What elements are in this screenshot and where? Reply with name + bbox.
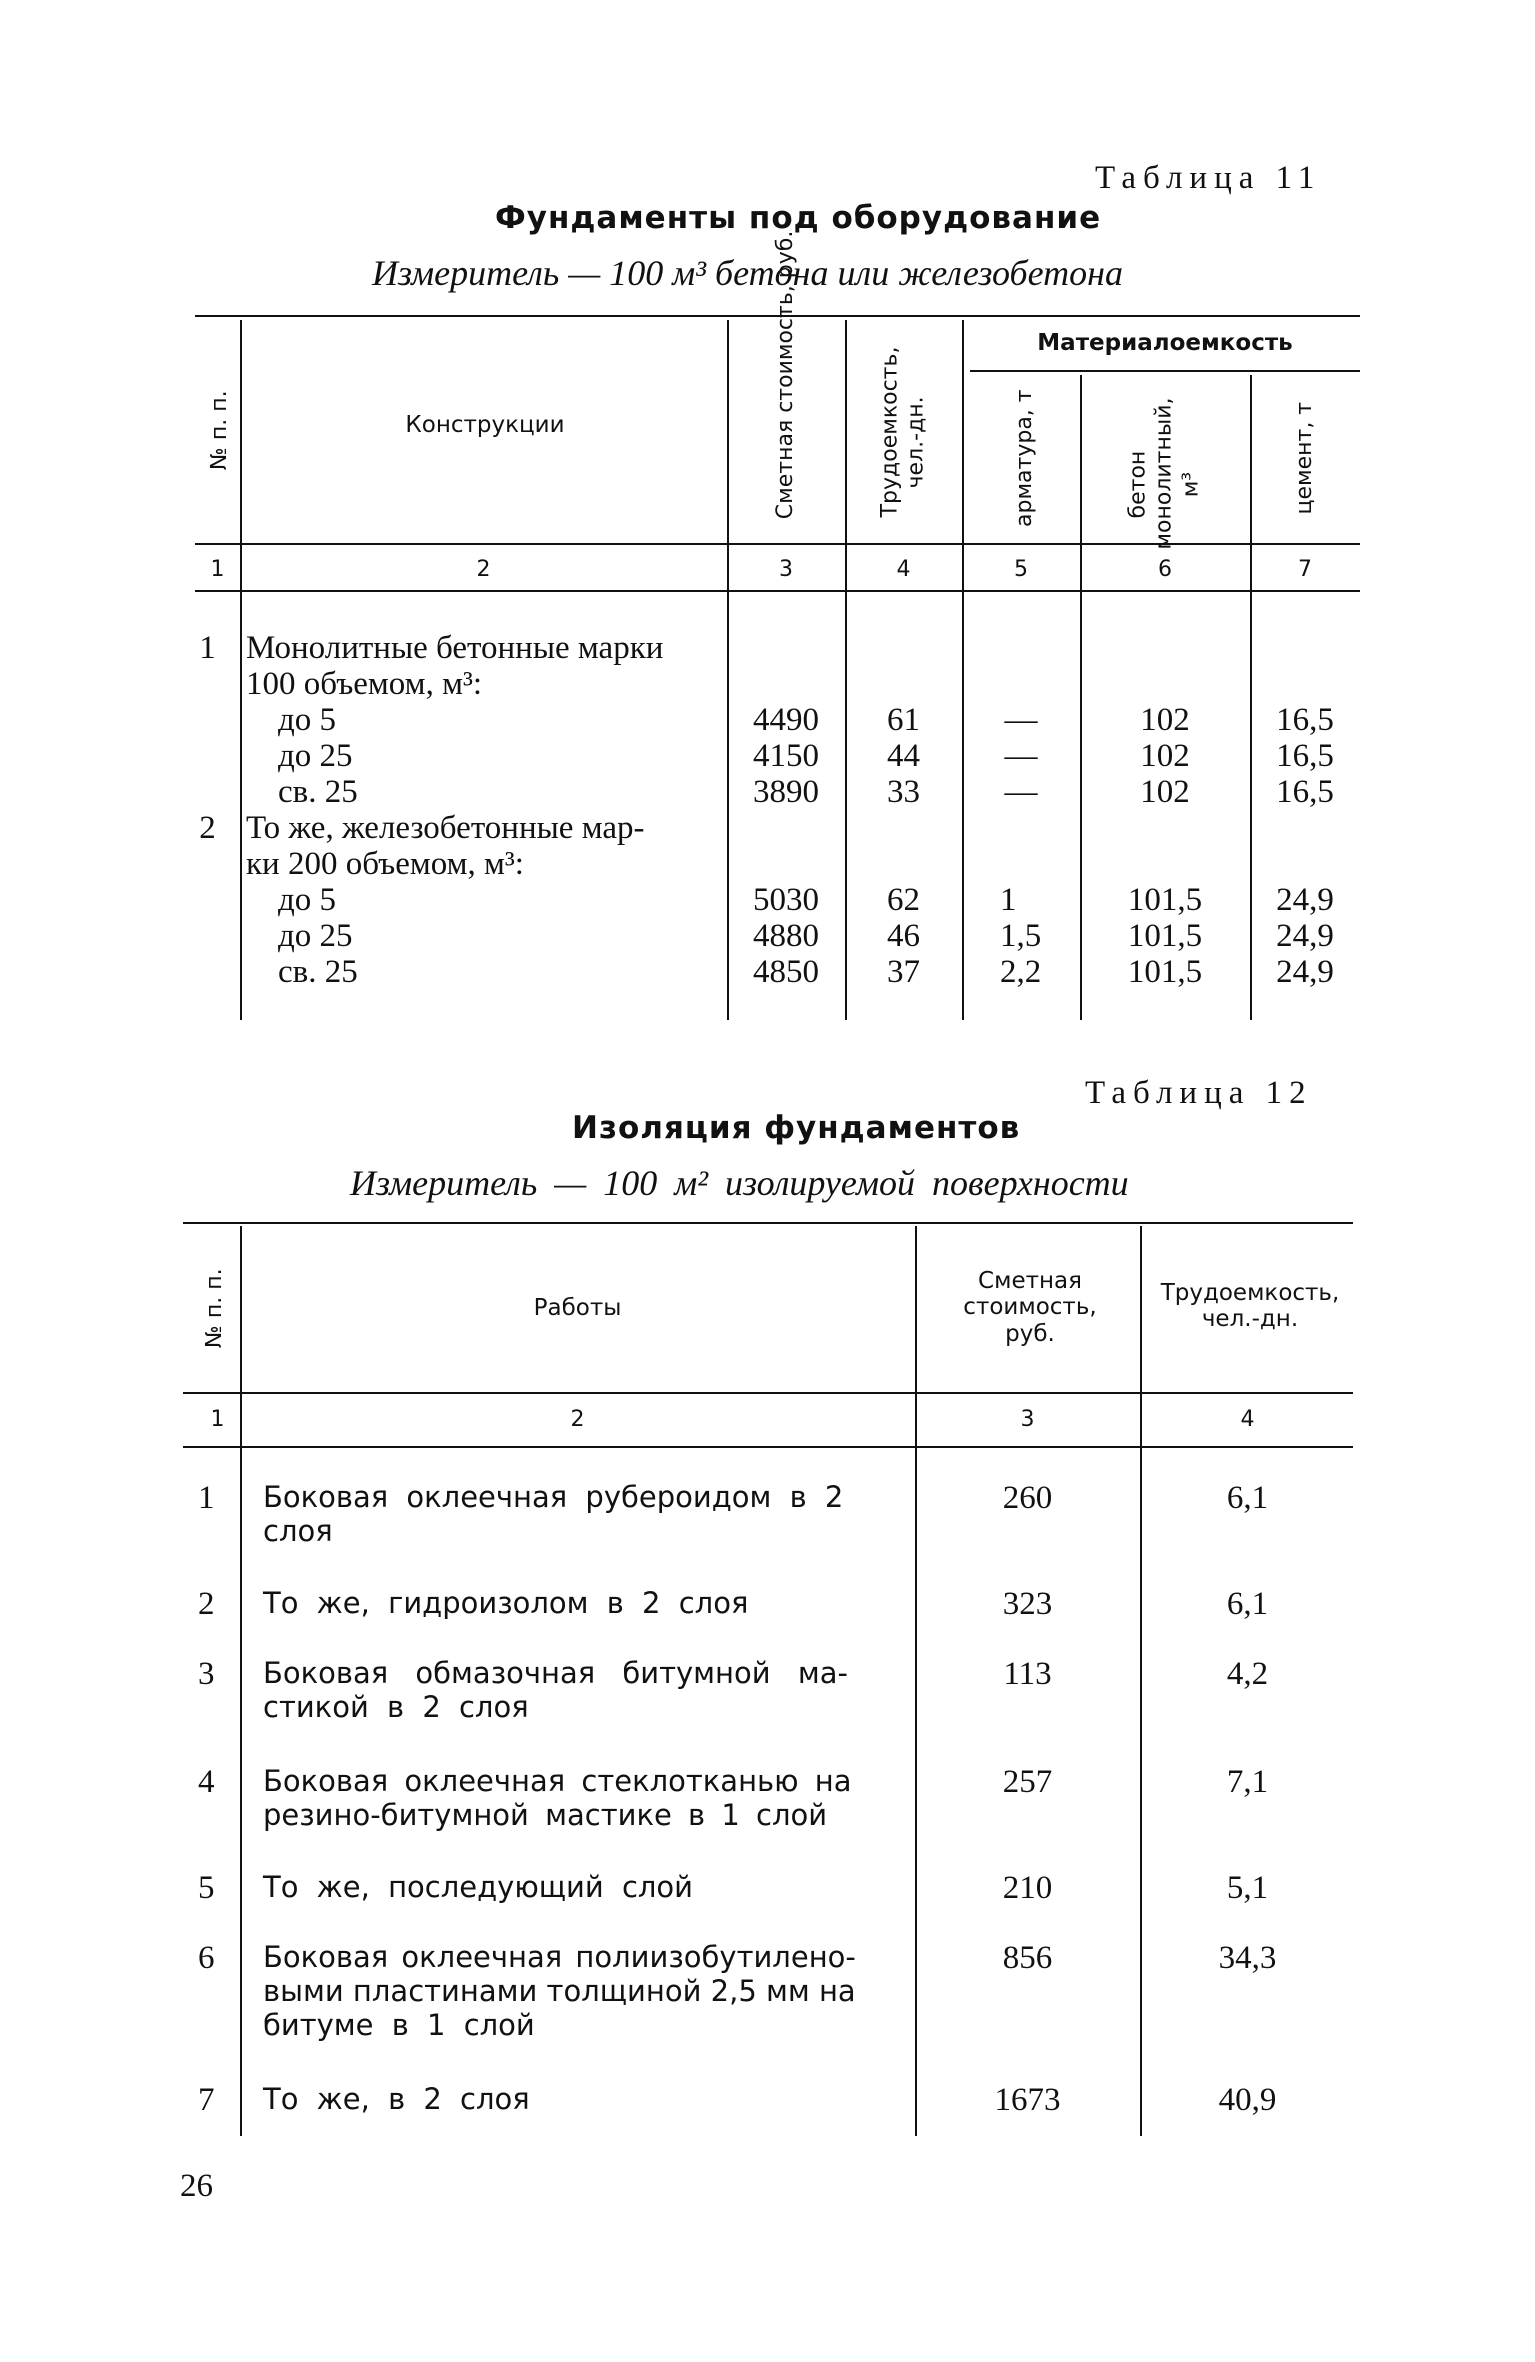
table12-caption: Таблица 12 xyxy=(1085,1075,1313,1111)
table12-row-text-line2: резино-битумной мастике в 1 слой xyxy=(263,1798,828,1832)
table12-row-text-line1: Боковая обмазочная битумной ма- xyxy=(263,1656,848,1690)
table12-row-labor: 5,1 xyxy=(1226,1870,1269,1906)
table11-row-concrete: 102 xyxy=(1140,702,1190,738)
table11-header-materials: Материалоемкость xyxy=(1037,330,1293,356)
table11-row-num: 2 xyxy=(199,810,216,846)
table11-row-cost: 4490 xyxy=(753,702,819,738)
table11-row-name: до 25 xyxy=(278,738,353,774)
table11-row-armature: — xyxy=(1004,774,1038,810)
table11-row-cement: 24,9 xyxy=(1276,954,1334,990)
table11-row-cost: 4880 xyxy=(753,918,819,954)
table11-caption: Таблица 11 xyxy=(1095,160,1322,196)
table11-row-cost: 4150 xyxy=(753,738,819,774)
table11-row-name: до 25 xyxy=(278,918,353,954)
table12-header-num: № п. п. xyxy=(201,1268,227,1349)
table11-row-armature: 1 xyxy=(1000,882,1017,918)
table11-row-labor: 62 xyxy=(887,882,920,918)
table11-row-cost: 5030 xyxy=(753,882,819,918)
table12-colnum-1: 1 xyxy=(210,1407,225,1432)
table12-row-text-line1: Боковая оклеечная рубероидом в 2 xyxy=(263,1480,844,1514)
table11-colnum-5: 5 xyxy=(1014,557,1028,582)
table12-row-cost: 1673 xyxy=(994,2082,1061,2118)
table12-row-cost: 856 xyxy=(1002,1940,1053,1976)
table11-colnum-4: 4 xyxy=(896,557,911,582)
table12-colnum-4: 4 xyxy=(1240,1407,1255,1432)
table12-row-cost: 260 xyxy=(1002,1480,1053,1516)
table11-row-labor: 61 xyxy=(887,702,920,738)
table11-row-labor: 44 xyxy=(887,738,920,774)
table12-row-labor: 4,2 xyxy=(1226,1656,1269,1692)
table12-row-text-line1: То же, гидроизолом в 2 слоя xyxy=(263,1586,749,1620)
table11-colnum-7: 7 xyxy=(1298,557,1312,582)
table12-row-text-line2: слоя xyxy=(263,1514,333,1548)
table12-row-num: 7 xyxy=(198,2082,215,2118)
table11-colnum-1: 1 xyxy=(210,557,225,582)
table11-header-construction: Конструкции xyxy=(405,412,565,438)
table11-row-labor: 33 xyxy=(887,774,920,810)
table11-row-cement: 24,9 xyxy=(1276,882,1334,918)
table11-row-concrete: 101,5 xyxy=(1127,918,1203,954)
table11-row-armature: — xyxy=(1004,702,1038,738)
table11-header-cost-text: Сметная стоимость, руб. xyxy=(772,230,798,520)
table11-row-cost: 3890 xyxy=(753,774,819,810)
table11-unit: Измеритель — 100 м³ бетона или железобетона xyxy=(372,253,1123,293)
page-number: 26 xyxy=(180,2168,213,2204)
table11-row-concrete: 102 xyxy=(1140,774,1190,810)
table11-row-cement: 24,9 xyxy=(1276,918,1334,954)
table11-header-labor-text: Трудоемкость, чел.-дн. xyxy=(877,346,929,518)
table12-row-num: 6 xyxy=(198,1940,215,1976)
table12-row-num: 3 xyxy=(198,1656,215,1692)
table12-row-text-line2: выми пластинами толщиной 2,5 мм на xyxy=(263,1974,856,2008)
table11-row-concrete: 102 xyxy=(1140,738,1190,774)
table12-row-text-line2: стикой в 2 слоя xyxy=(263,1690,529,1724)
table11-row-concrete: 101,5 xyxy=(1127,954,1203,990)
table12-row-num: 4 xyxy=(198,1764,215,1800)
table12-row-cost: 323 xyxy=(1002,1586,1053,1622)
table11-row-num: 1 xyxy=(199,630,216,666)
table12-row-labor: 6,1 xyxy=(1226,1586,1269,1622)
table11-row-armature: — xyxy=(1004,738,1038,774)
table11-row-cement: 16,5 xyxy=(1276,702,1334,738)
table12-colnum-2: 2 xyxy=(570,1407,585,1432)
table11-colnum-2: 2 xyxy=(476,557,491,582)
table12-row-labor: 40,9 xyxy=(1218,2082,1277,2118)
table12-row-labor: 7,1 xyxy=(1226,1764,1269,1800)
table12-row-num: 5 xyxy=(198,1870,215,1906)
table11-row-labor: 37 xyxy=(887,954,920,990)
table11-colnum-3: 3 xyxy=(779,557,793,582)
table11-colnum-6: 6 xyxy=(1158,557,1172,582)
table12-row-num: 2 xyxy=(198,1586,215,1622)
table12-row-text-line3: битуме в 1 слой xyxy=(263,2008,535,2042)
table11-header-labor xyxy=(877,346,931,518)
table11-row-name: до 5 xyxy=(278,882,337,918)
table11-row-name: ки 200 объемом, м³: xyxy=(246,846,524,882)
table11-row-name: То же, железобетонные мар- xyxy=(246,810,645,846)
table11-row-armature: 1,5 xyxy=(1000,918,1042,954)
table12-row-num: 1 xyxy=(198,1480,215,1516)
table12-row-text-line1: То же, последующий слой xyxy=(263,1870,694,1904)
table12-row-cost: 257 xyxy=(1002,1764,1053,1800)
table12-row-text-line1: Боковая оклеечная стеклотканью на xyxy=(263,1764,852,1798)
table11-header-cement: цемент, т xyxy=(1291,401,1317,515)
table11-row-name: Монолитные бетонные марки xyxy=(246,630,664,666)
table11-header-concrete-text: бетон монолитный, м³ xyxy=(1125,397,1204,550)
table11-row-name: 100 объемом, м³: xyxy=(246,666,483,702)
table12-unit: Измеритель — 100 м² изолируемой поверхности xyxy=(350,1163,1129,1203)
table12-row-text-line1: То же, в 2 слоя xyxy=(263,2082,530,2116)
table11-header-armature: арматура, т xyxy=(1011,389,1037,528)
table12-title: Изоляция фундаментов xyxy=(572,1110,1021,1146)
table12-header-labor: Трудоемкость, чел.-дн. xyxy=(1160,1280,1340,1333)
table11-row-cement: 16,5 xyxy=(1276,738,1334,774)
table11-row-name: св. 25 xyxy=(278,954,358,990)
table11-row-cement: 16,5 xyxy=(1276,774,1334,810)
table11-row-labor: 46 xyxy=(887,918,920,954)
table12-header-works: Работы xyxy=(533,1295,622,1321)
table12-row-cost: 210 xyxy=(1002,1870,1053,1906)
table11-header-num: № п. п. xyxy=(206,390,232,471)
table12-colnum-3: 3 xyxy=(1020,1407,1035,1432)
table11-row-name: св. 25 xyxy=(278,774,358,810)
table12-row-text-line1: Боковая оклеечная полиизобутилено- xyxy=(263,1940,856,1974)
table11-row-cost: 4850 xyxy=(753,954,819,990)
table12-row-labor: 34,3 xyxy=(1218,1940,1277,1976)
table11-header-cost xyxy=(772,230,799,520)
table11-row-concrete: 101,5 xyxy=(1127,882,1203,918)
table11-row-name: до 5 xyxy=(278,702,337,738)
table11-title: Фундаменты под оборудование xyxy=(495,200,1102,236)
table12-header-cost: Сметная стоимость, руб. xyxy=(963,1268,1097,1347)
table12-row-labor: 6,1 xyxy=(1226,1480,1269,1516)
table11-row-armature: 2,2 xyxy=(1000,954,1042,990)
table11-header-concrete xyxy=(1125,397,1204,550)
table12-row-cost: 113 xyxy=(1003,1656,1052,1692)
